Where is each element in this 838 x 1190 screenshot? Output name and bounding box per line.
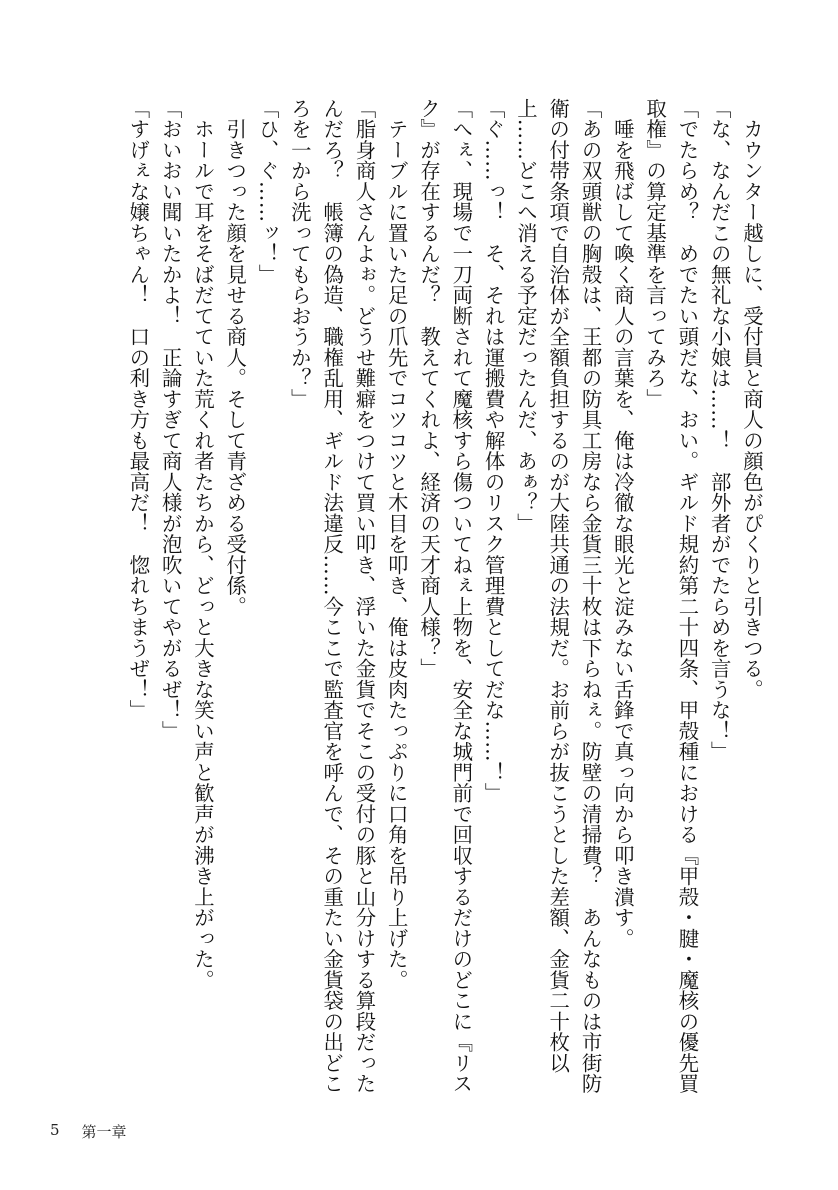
paragraph: 「すげぇな嬢ちゃん！ 口の利き方も最高だ！ 惚れちまうぜ！」	[126, 98, 151, 721]
paragraph: テーブルに置いた足の爪先でコツコツと木目を叩き、俺は皮肉たっぷりに口角を吊り上げた。	[384, 98, 409, 991]
paragraph: 「でたらめ？ めでたい頭だな、おい。ギルド規約第二十四条、甲殻種における『甲殻・腱・魔核の優先買取権』の算定基準を言ってみろ」	[643, 98, 700, 1094]
paragraph: 「あの双頭獣の胸殻は、王都の防具工房なら金貨三十枚は下らねぇ。防壁の清掃費？ あんなものは市街防衛の付帯条項で自治体が全額負担するのが大陸共通の法規だ。お前らが抜こうとした差額、金貨二十枚以上……どこへ消える予定だったんだ、あぁ？」	[513, 98, 603, 1094]
paragraph: 「へぇ、現場で一刀両断されて魔核すら傷ついてねぇ上物を、安全な城門前で回収するだけのどこに『リスク』が存在するんだ？ 教えてくれよ、経済の天才商人様？」	[417, 98, 474, 1094]
paragraph: カウンター越しに、受付員と商人の顔色がぴくりと引きつる。	[740, 98, 764, 700]
paragraph: 「ひ、ぐ……ッ！」	[255, 98, 280, 285]
paragraph: 「脂身商人さんよぉ。どうせ難癖をつけて買い叩き、浮いた金貨でそこの受付の豚と山分けする算段だったんだろ？ 帳簿の偽造、職権乱用、ギルド法違反……今ここで監査官を呼んで、その重たい金貨袋の出どころを一から洗ってもらおうか？」	[287, 98, 377, 1094]
paragraph: 引きつった顔を見せる商人。そして青ざめる受付係。	[223, 98, 248, 617]
paragraph: 「おいおい聞いたかよ！ 正論すぎて商人様が泡吹いてやがるぜ！」	[158, 98, 183, 742]
chapter-title: 第一章	[81, 1123, 127, 1141]
page-number: 5	[50, 1121, 60, 1139]
paragraph: 「な、なんだこの無礼な小娘は……！ 部外者がでたらめを言うな！」	[707, 98, 732, 762]
page-footer	[50, 1121, 127, 1142]
paragraph: 「ぐ……っ！ そ、それは運搬費や解体のリスク管理費としてだな……！」	[481, 98, 506, 804]
paragraph: 唾を飛ばして喚く商人の言葉を、俺は冷徹な眼光と淀みない舌鋒で真っ向から叩き潰す。	[610, 98, 635, 949]
paragraph: ホールで耳をそばだてていた荒くれ者たちから、どっと大きな笑い声と歓声が沸き上がった。	[190, 98, 215, 991]
vertical-body-text	[58, 98, 768, 1098]
